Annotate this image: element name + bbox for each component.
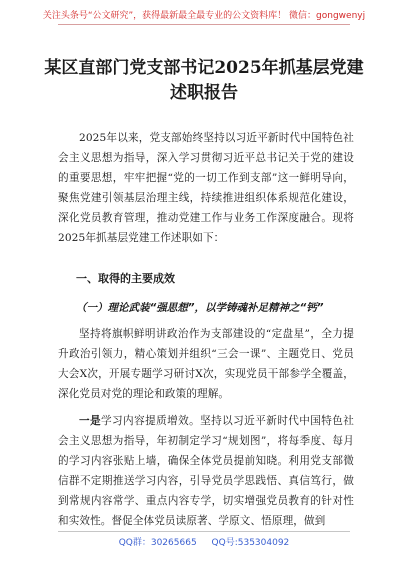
intro-paragraph: 2025年以来，党支部始终坚持以习近平新时代中国特色社会主义思想为指导，深入学习贯彻习近平总书记关于党的建设的重要思想，牢牢把握“党的一切工作到支部”这一鲜明导向，聚焦党建引领基层治理主线，持续推进组织体系规范化建设，深化党员教育管理，推动党建工作与业务工作深度融合。现将2025年抓基层党建工作述职如下： xyxy=(58,132,354,244)
footer-divider xyxy=(58,531,350,532)
paragraph-text: 学习内容提质增效。坚持以习近平新时代中国特色社会主义思想为指导，年初制定学习“规划图”，将每季度、每月的学习内容张贴上墙，确保全体党员提前知晓。利用党支部微信群不定期推送学习内容，引导党员学思践悟、真信笃行，做到常规内容常学、重点内容专学，切实增强党员教育的针对性和实效性。督促全体党员读原著、学原文、悟原理，做到 xyxy=(58,415,354,527)
document-title: 某区直部门党支部书记2025年抓基层党建述职报告 xyxy=(44,58,364,103)
footer-qq-number: QQ号:535304092 xyxy=(211,538,290,548)
body-paragraph: 坚持将旗帜鲜明讲政治作为支部建设的“定盘星”，全力提升政治引领力，精心策划并组织“三会一课”、主题党日、党员大会X次，开展专题学习研讨X次，实现党员干部参学全覆盖，深化党员对党的理论和政策的理解。 xyxy=(58,328,354,400)
header-divider xyxy=(58,24,350,25)
section-heading: 一、取得的主要成效 xyxy=(76,272,175,285)
subsection-heading: （一）理论武装“强思想”，以学铸魂补足精神之“钙” xyxy=(76,302,324,314)
body-paragraph-lead xyxy=(58,411,354,531)
paragraph-lead-label: 一是 xyxy=(79,415,102,427)
footer-qq-group: QQ群：30265665 xyxy=(118,538,197,548)
footer-contact xyxy=(0,535,408,548)
header-promo-text: 关注头条号“公文研究”，获得最新最全最专业的公文资料库！ 微信：gongwenyj xyxy=(42,11,366,21)
